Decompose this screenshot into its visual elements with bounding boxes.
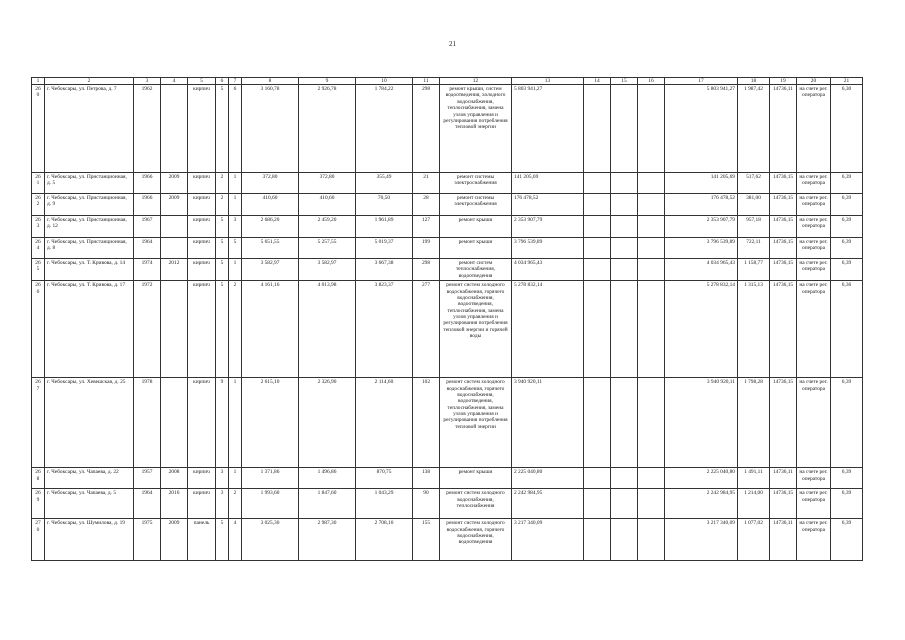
- total-cost-cell: 5 803 941,27: [512, 85, 584, 173]
- table-row: [32, 519, 863, 561]
- row-number: 262: [32, 194, 45, 216]
- total-area-cell: 4 161,16: [242, 281, 299, 378]
- col16-cell: [638, 216, 665, 238]
- floors-cell: 5: [216, 85, 229, 173]
- wall-material-cell: кирпич: [188, 173, 216, 194]
- area-cell: 5 257,55: [299, 238, 356, 259]
- wall-material-cell: кирпич: [188, 468, 216, 489]
- build-year-cell: 1966: [134, 194, 161, 216]
- build-year-cell: 1974: [134, 259, 161, 281]
- row-number: 269: [32, 489, 45, 519]
- column-number: 14: [584, 78, 611, 85]
- renovation-year-cell: 2009: [161, 173, 188, 194]
- residential-area-cell: 3 823,37: [356, 281, 413, 378]
- rate-cell: 6,39: [831, 378, 863, 468]
- entrances-cell: 1: [229, 468, 242, 489]
- residential-area-cell: 2 114,60: [356, 378, 413, 468]
- fund-cost-cell: 2 353 907,79: [665, 216, 738, 238]
- address-cell: г. Чебоксары, ул. Пристанционная, д. 12: [45, 216, 134, 238]
- table-row: [32, 194, 863, 216]
- total-cost-cell: 2 225 040,80: [512, 468, 584, 489]
- total-area-cell: 410,60: [242, 194, 299, 216]
- residents-cell: 138: [413, 468, 440, 489]
- col16-cell: [638, 468, 665, 489]
- address-cell: г. Чебоксары, ул. Петрова, д. 7: [45, 85, 134, 173]
- residential-area-cell: 3 667,38: [356, 259, 413, 281]
- entrances-cell: 5: [229, 238, 242, 259]
- floors-cell: 2: [216, 173, 229, 194]
- entrances-cell: 4: [229, 519, 242, 561]
- column-number: 5: [188, 78, 216, 85]
- fund-method-cell: на счете рег. оператора: [797, 216, 831, 238]
- wall-material-cell: кирпич: [188, 281, 216, 378]
- col14-cell: [584, 489, 611, 519]
- residents-cell: 102: [413, 378, 440, 468]
- residential-area-cell: 870,75: [356, 468, 413, 489]
- unit-cost-cell: 722,11: [738, 238, 770, 259]
- col15-cell: [611, 468, 638, 489]
- residents-cell: 21: [413, 173, 440, 194]
- col15-cell: [611, 259, 638, 281]
- column-number: 9: [299, 78, 356, 85]
- address-cell: г. Чебоксары, ул. Чапаева, д. 5: [45, 489, 134, 519]
- build-year-cell: 1975: [134, 519, 161, 561]
- address-cell: г. Чебоксары, ул. Т. Кривова, д. 17: [45, 281, 134, 378]
- row-number: 264: [32, 238, 45, 259]
- residents-cell: 199: [413, 238, 440, 259]
- column-number: 13: [512, 78, 584, 85]
- renovation-year-cell: [161, 85, 188, 173]
- table-row: [32, 281, 863, 378]
- column-number: 12: [440, 78, 512, 85]
- residential-area-cell: 1 043,29: [356, 489, 413, 519]
- column-number: 19: [770, 78, 797, 85]
- entrances-cell: 1: [229, 259, 242, 281]
- area-cell: 3 582,97: [299, 259, 356, 281]
- fund-method-cell: на счете рег. оператора: [797, 173, 831, 194]
- fund-method-cell: на счете рег. оператора: [797, 85, 831, 173]
- col14-cell: [584, 259, 611, 281]
- unit-cost-cell: 957,18: [738, 216, 770, 238]
- address-cell: г. Чебоксары, ул. Пристанционная, д. 9: [45, 194, 134, 216]
- floors-cell: 5: [216, 216, 229, 238]
- floors-cell: 5: [216, 519, 229, 561]
- rate-cell: 6,30: [831, 85, 863, 173]
- col15-cell: [611, 519, 638, 561]
- col16-cell: [638, 281, 665, 378]
- repair-program-table: [31, 77, 863, 561]
- table-row: [32, 238, 863, 259]
- build-year-cell: 1966: [134, 173, 161, 194]
- entrances-cell: 1: [229, 173, 242, 194]
- fund-cost-cell: 2 225 040,80: [665, 468, 738, 489]
- col15-cell: [611, 238, 638, 259]
- unit-cost-cell: 1 987,42: [738, 85, 770, 173]
- fund-method-cell: на счете рег. оператора: [797, 281, 831, 378]
- renovation-year-cell: [161, 216, 188, 238]
- fund-method-cell: на счете рег. оператора: [797, 194, 831, 216]
- renovation-year-cell: [161, 238, 188, 259]
- total-cost-cell: 141 205,69: [512, 173, 584, 194]
- col14-cell: [584, 216, 611, 238]
- column-number: 1: [32, 78, 45, 85]
- col15-cell: [611, 173, 638, 194]
- unit-cost-cell: 1 077,02: [738, 519, 770, 561]
- area-cell: 4 013,98: [299, 281, 356, 378]
- row-number: 261: [32, 173, 45, 194]
- total-cost-cell: 2 242 984,95: [512, 489, 584, 519]
- work-type-cell: ремонт крыши: [440, 216, 512, 238]
- build-year-cell: 1972: [134, 281, 161, 378]
- residential-area-cell: 1 784,22: [356, 85, 413, 173]
- build-year-cell: 1978: [134, 378, 161, 468]
- unit-cost-cell: 1 214,00: [738, 489, 770, 519]
- row-number: 263: [32, 216, 45, 238]
- unit-cost-cell: 1 798,28: [738, 378, 770, 468]
- col14-cell: [584, 238, 611, 259]
- entrances-cell: 1: [229, 194, 242, 216]
- build-year-cell: 1967: [134, 216, 161, 238]
- rate-cell: 6,39: [831, 194, 863, 216]
- total-cost-cell: 176 478,52: [512, 194, 584, 216]
- renovation-year-cell: [161, 281, 188, 378]
- col16-cell: [638, 173, 665, 194]
- limit-cost-cell: 14736,15: [770, 194, 797, 216]
- wall-material-cell: кирпич: [188, 378, 216, 468]
- column-number: 6: [216, 78, 229, 85]
- column-number: 10: [356, 78, 413, 85]
- unit-cost-cell: 1 491,11: [738, 468, 770, 489]
- col16-cell: [638, 378, 665, 468]
- row-number: 265: [32, 259, 45, 281]
- rate-cell: 6,36: [831, 281, 863, 378]
- entrances-cell: 3: [229, 216, 242, 238]
- fund-cost-cell: 3 217 340,09: [665, 519, 738, 561]
- residents-cell: 298: [413, 85, 440, 173]
- col14-cell: [584, 468, 611, 489]
- total-cost-cell: 5 278 832,14: [512, 281, 584, 378]
- col16-cell: [638, 194, 665, 216]
- work-type-cell: ремонт систем холодного водоснабжения, горячего водоснабжения, водоотведения, теплоснабжения, замена узлов управления и регулирования потребления тепловой энергии: [440, 378, 512, 468]
- column-number: 7: [229, 78, 242, 85]
- column-number: 11: [413, 78, 440, 85]
- area-cell: 2 987,30: [299, 519, 356, 561]
- total-area-cell: 3 582,97: [242, 259, 299, 281]
- limit-cost-cell: 14736,11: [770, 519, 797, 561]
- wall-material-cell: кирпич: [188, 489, 216, 519]
- rate-cell: 6,39: [831, 173, 863, 194]
- limit-cost-cell: 14736,15: [770, 216, 797, 238]
- renovation-year-cell: 2008: [161, 468, 188, 489]
- renovation-year-cell: 2009: [161, 519, 188, 561]
- table-row: [32, 216, 863, 238]
- column-number: 2: [45, 78, 134, 85]
- col14-cell: [584, 519, 611, 561]
- limit-cost-cell: 14736,15: [770, 378, 797, 468]
- total-area-cell: 1 371,86: [242, 468, 299, 489]
- total-area-cell: 2 615,10: [242, 378, 299, 468]
- entrances-cell: 6: [229, 85, 242, 173]
- fund-method-cell: на счете рег. оператора: [797, 489, 831, 519]
- residential-area-cell: 355,49: [356, 173, 413, 194]
- address-cell: г. Чебоксары, ул. Пристанционная, д. 8: [45, 238, 134, 259]
- fund-cost-cell: 4 034 965,43: [665, 259, 738, 281]
- rate-cell: 6,39: [831, 259, 863, 281]
- work-type-cell: ремонт крыши: [440, 238, 512, 259]
- work-type-cell: ремонт систем холодного водоснабжения, горячего водоснабжения, водоотведения, теплоснабжения, замена узлов управления и регулирования потребления тепловой энергии и горячей воды: [440, 281, 512, 378]
- residents-cell: 127: [413, 216, 440, 238]
- total-area-cell: 372,80: [242, 173, 299, 194]
- address-cell: г. Чебоксары, ул. Хевешская, д. 25: [45, 378, 134, 468]
- limit-cost-cell: 14736,15: [770, 238, 797, 259]
- rate-cell: 6,39: [831, 468, 863, 489]
- wall-material-cell: кирпич: [188, 85, 216, 173]
- table-row: [32, 489, 863, 519]
- col14-cell: [584, 85, 611, 173]
- area-cell: 2 459,20: [299, 216, 356, 238]
- entrances-cell: 1: [229, 378, 242, 468]
- col15-cell: [611, 378, 638, 468]
- row-number: 270: [32, 519, 45, 561]
- col16-cell: [638, 85, 665, 173]
- total-area-cell: 1 993,60: [242, 489, 299, 519]
- table-row: [32, 468, 863, 489]
- address-cell: г. Чебоксары, ул. Пристанционная, д. 5: [45, 173, 134, 194]
- row-number: 268: [32, 468, 45, 489]
- total-cost-cell: 3 217 340,09: [512, 519, 584, 561]
- fund-cost-cell: 2 242 984,95: [665, 489, 738, 519]
- row-number: 267: [32, 378, 45, 468]
- limit-cost-cell: 14736,15: [770, 173, 797, 194]
- wall-material-cell: кирпич: [188, 194, 216, 216]
- area-cell: 1 496,86: [299, 468, 356, 489]
- residential-area-cell: 1 961,89: [356, 216, 413, 238]
- row-number: 260: [32, 85, 45, 173]
- total-cost-cell: 3 940 920,11: [512, 378, 584, 468]
- limit-cost-cell: 14736,15: [770, 281, 797, 378]
- area-cell: 1 847,60: [299, 489, 356, 519]
- work-type-cell: ремонт систем теплоснабжения, водоотведения: [440, 259, 512, 281]
- col14-cell: [584, 173, 611, 194]
- total-area-cell: 3 160,78: [242, 85, 299, 173]
- residents-cell: 90: [413, 489, 440, 519]
- work-type-cell: ремонт крыши: [440, 468, 512, 489]
- total-cost-cell: 4 034 965,43: [512, 259, 584, 281]
- column-number: 21: [831, 78, 863, 85]
- address-cell: г. Чебоксары, ул. Чапаева, д. 22: [45, 468, 134, 489]
- table-row: [32, 85, 863, 173]
- rate-cell: 6,39: [831, 519, 863, 561]
- column-number-row: [32, 78, 863, 85]
- col16-cell: [638, 259, 665, 281]
- floors-cell: 5: [216, 281, 229, 378]
- work-type-cell: ремонт систем холодного водоснабжения, горячего водоснабжения, водоотведения: [440, 519, 512, 561]
- wall-material-cell: кирпич: [188, 216, 216, 238]
- total-area-cell: 3 025,30: [242, 519, 299, 561]
- total-cost-cell: 3 796 539,89: [512, 238, 584, 259]
- fund-cost-cell: 5 278 832,14: [665, 281, 738, 378]
- col15-cell: [611, 216, 638, 238]
- wall-material-cell: кирпич: [188, 238, 216, 259]
- fund-cost-cell: 176 478,52: [665, 194, 738, 216]
- entrances-cell: 2: [229, 281, 242, 378]
- col16-cell: [638, 489, 665, 519]
- fund-method-cell: на счете рег. оператора: [797, 238, 831, 259]
- build-year-cell: 1962: [134, 85, 161, 173]
- column-number: 16: [638, 78, 665, 85]
- area-cell: 2 926,78: [299, 85, 356, 173]
- work-type-cell: ремонт крыши, систем водоотведения, холодного водоснабжения, теплоснабжения, замена узлов управления и регулирования потребления тепловой энергии: [440, 85, 512, 173]
- column-number: 20: [797, 78, 831, 85]
- residential-area-cell: 2 708,10: [356, 519, 413, 561]
- row-number: 266: [32, 281, 45, 378]
- table-row: [32, 259, 863, 281]
- address-cell: г. Чебоксары, ул. Т. Кривова, д. 14: [45, 259, 134, 281]
- column-number: 17: [665, 78, 738, 85]
- unit-cost-cell: 517,62: [738, 173, 770, 194]
- total-area-cell: 2 686,20: [242, 216, 299, 238]
- address-cell: г. Чебоксары, ул. Шумилова, д. 19: [45, 519, 134, 561]
- residents-cell: 298: [413, 259, 440, 281]
- limit-cost-cell: 14736,15: [770, 259, 797, 281]
- floors-cell: 5: [216, 259, 229, 281]
- limit-cost-cell: 14736,11: [770, 85, 797, 173]
- residential-area-cell: 70,50: [356, 194, 413, 216]
- area-cell: 410,60: [299, 194, 356, 216]
- floors-cell: 3: [216, 489, 229, 519]
- column-number: 3: [134, 78, 161, 85]
- column-number: 8: [242, 78, 299, 85]
- renovation-year-cell: 2016: [161, 489, 188, 519]
- table-row: [32, 173, 863, 194]
- unit-cost-cell: 1 158,77: [738, 259, 770, 281]
- unit-cost-cell: 381,00: [738, 194, 770, 216]
- fund-method-cell: на счете рег. оператора: [797, 468, 831, 489]
- col14-cell: [584, 281, 611, 378]
- fund-cost-cell: 141 205,69: [665, 173, 738, 194]
- renovation-year-cell: [161, 378, 188, 468]
- col15-cell: [611, 281, 638, 378]
- renovation-year-cell: 2009: [161, 194, 188, 216]
- col15-cell: [611, 194, 638, 216]
- rate-cell: 6,39: [831, 216, 863, 238]
- build-year-cell: 1964: [134, 238, 161, 259]
- residential-area-cell: 5 019,37: [356, 238, 413, 259]
- build-year-cell: 1964: [134, 489, 161, 519]
- page-number: 21: [449, 40, 456, 48]
- table-row: [32, 378, 863, 468]
- residents-cell: 277: [413, 281, 440, 378]
- rate-cell: 6,39: [831, 489, 863, 519]
- area-cell: 2 326,90: [299, 378, 356, 468]
- wall-material-cell: кирпич: [188, 259, 216, 281]
- col16-cell: [638, 238, 665, 259]
- entrances-cell: 2: [229, 489, 242, 519]
- limit-cost-cell: 14736,15: [770, 489, 797, 519]
- fund-method-cell: на счете рег. оператора: [797, 378, 831, 468]
- fund-method-cell: на счете рег. оператора: [797, 259, 831, 281]
- fund-cost-cell: 3 940 920,11: [665, 378, 738, 468]
- col16-cell: [638, 519, 665, 561]
- floors-cell: 9: [216, 378, 229, 468]
- column-number: 15: [611, 78, 638, 85]
- column-number: 4: [161, 78, 188, 85]
- fund-cost-cell: 3 796 539,89: [665, 238, 738, 259]
- renovation-year-cell: 2012: [161, 259, 188, 281]
- total-area-cell: 5 651,55: [242, 238, 299, 259]
- build-year-cell: 1957: [134, 468, 161, 489]
- residents-cell: 28: [413, 194, 440, 216]
- fund-method-cell: на счете рег. оператора: [797, 519, 831, 561]
- floors-cell: 2: [216, 194, 229, 216]
- work-type-cell: ремонт системы электроснабжения: [440, 173, 512, 194]
- limit-cost-cell: 14736,11: [770, 468, 797, 489]
- col15-cell: [611, 85, 638, 173]
- col15-cell: [611, 489, 638, 519]
- col14-cell: [584, 378, 611, 468]
- residents-cell: 155: [413, 519, 440, 561]
- col14-cell: [584, 194, 611, 216]
- rate-cell: 6,39: [831, 238, 863, 259]
- area-cell: 372,80: [299, 173, 356, 194]
- work-type-cell: ремонт систем холодного водоснабжения, теплоснабжения: [440, 489, 512, 519]
- unit-cost-cell: 1 315,13: [738, 281, 770, 378]
- floors-cell: 5: [216, 238, 229, 259]
- column-number: 18: [738, 78, 770, 85]
- total-cost-cell: 2 353 907,79: [512, 216, 584, 238]
- floors-cell: 3: [216, 468, 229, 489]
- wall-material-cell: панель: [188, 519, 216, 561]
- work-type-cell: ремонт системы электроснабжения: [440, 194, 512, 216]
- fund-cost-cell: 5 803 941,27: [665, 85, 738, 173]
